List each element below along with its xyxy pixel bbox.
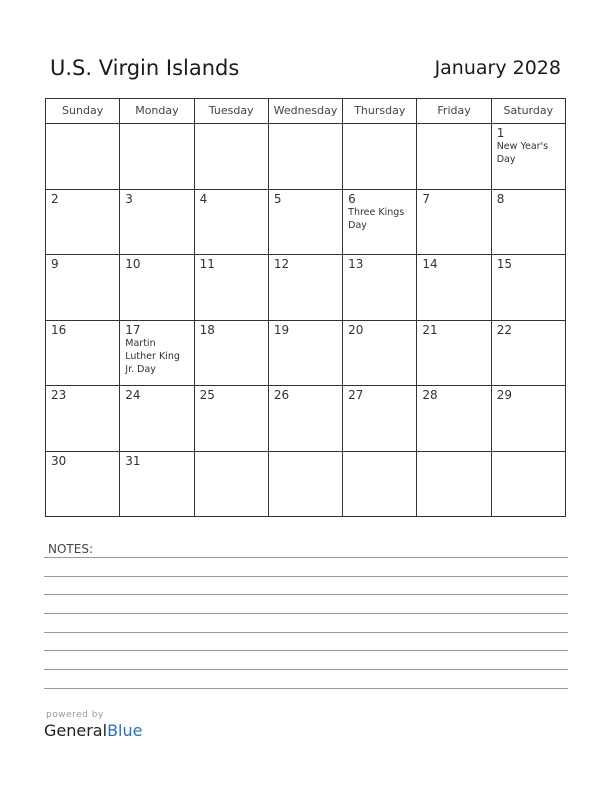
day-number: 7 — [422, 191, 431, 206]
day-cell — [120, 321, 194, 387]
day-cell — [417, 386, 491, 452]
day-number: 22 — [496, 322, 512, 337]
brand-name-part1: General — [44, 721, 108, 740]
holiday-label: Martin Luther King Jr. Day — [125, 337, 180, 375]
day-cell — [343, 255, 417, 321]
day-number: 25 — [199, 388, 215, 402]
weekday-label: Saturday — [492, 99, 566, 124]
weekday-header-row — [46, 99, 566, 124]
holiday-label: New Year's Day — [496, 141, 549, 165]
month-title: January 2028 — [434, 57, 561, 79]
day-cell — [46, 386, 120, 452]
day-number: 14 — [422, 257, 438, 271]
day-cell — [195, 190, 269, 256]
day-cell — [492, 321, 566, 387]
day-number: 13 — [348, 257, 364, 271]
day-cell — [269, 190, 343, 256]
day-cell — [492, 452, 566, 518]
day-cell — [120, 386, 194, 452]
day-cell — [195, 386, 269, 452]
day-number: 8 — [496, 191, 505, 206]
day-cell — [46, 255, 120, 321]
note-line — [44, 669, 568, 670]
day-cell — [492, 190, 566, 256]
day-number: 3 — [125, 191, 133, 206]
day-cell — [269, 124, 343, 190]
day-cell — [343, 124, 417, 190]
day-number: 27 — [348, 388, 364, 402]
day-number: 15 — [496, 257, 512, 271]
brand-logo — [44, 721, 142, 740]
notes-label: NOTES: — [48, 542, 93, 556]
day-number: 23 — [51, 388, 67, 402]
day-cell — [46, 190, 120, 256]
note-line — [44, 613, 568, 614]
day-number: 26 — [273, 388, 290, 402]
day-number: 9 — [51, 257, 59, 271]
note-line — [44, 576, 568, 577]
day-cell — [195, 452, 269, 518]
day-number: 6 — [348, 191, 356, 206]
day-number: 10 — [125, 257, 141, 271]
day-cell — [417, 190, 491, 256]
day-cell — [46, 452, 120, 518]
weekday-label: Friday — [417, 99, 491, 124]
day-number: 11 — [199, 257, 215, 271]
calendar-days — [46, 124, 566, 517]
day-cell — [492, 255, 566, 321]
country-title: U.S. Virgin Islands — [50, 56, 240, 80]
day-cell — [195, 255, 269, 321]
day-number: 1 — [496, 126, 505, 140]
day-number: 19 — [273, 322, 290, 337]
day-cell — [195, 124, 269, 190]
note-line — [44, 594, 568, 595]
note-line — [44, 688, 568, 689]
day-number: 12 — [273, 257, 290, 271]
day-number: 5 — [273, 191, 282, 206]
day-cell — [46, 321, 120, 387]
day-number: 29 — [496, 388, 512, 402]
day-cell — [343, 386, 417, 452]
day-number: 2 — [51, 191, 59, 206]
day-number: 30 — [51, 453, 67, 468]
day-cell — [46, 124, 120, 190]
note-line — [44, 650, 568, 651]
day-cell — [343, 190, 417, 256]
day-cell — [343, 452, 417, 518]
weekday-label: Tuesday — [195, 99, 269, 124]
day-cell — [417, 124, 491, 190]
day-cell — [417, 321, 491, 387]
note-line — [44, 557, 568, 558]
weekday-label: Monday — [120, 99, 194, 124]
day-number: 16 — [51, 322, 67, 337]
holiday-label: Three Kings Day — [348, 206, 405, 231]
day-number: 31 — [125, 453, 141, 468]
day-number: 18 — [199, 322, 215, 337]
day-number: 20 — [348, 322, 364, 337]
day-cell — [269, 255, 343, 321]
day-number: 24 — [125, 388, 141, 402]
day-cell — [417, 452, 491, 518]
day-cell — [269, 386, 343, 452]
day-number: 17 — [125, 322, 141, 337]
brand-name-part2: Blue — [107, 721, 143, 740]
day-cell — [120, 190, 194, 256]
weekday-label: Sunday — [46, 99, 120, 124]
day-cell — [120, 255, 194, 321]
day-cell — [492, 386, 566, 452]
weekday-label: Thursday — [343, 99, 417, 124]
day-cell — [269, 321, 343, 387]
calendar-grid — [45, 98, 566, 517]
day-cell — [269, 452, 343, 518]
day-number: 4 — [199, 191, 208, 206]
day-cell — [120, 124, 194, 190]
day-cell — [343, 321, 417, 387]
powered-by-text: powered by — [46, 710, 104, 720]
day-number: 28 — [422, 388, 438, 402]
day-cell — [417, 255, 491, 321]
weekday-label: Wednesday — [269, 99, 343, 124]
day-cell — [120, 452, 194, 518]
day-number: 21 — [422, 322, 438, 337]
note-line — [44, 632, 568, 633]
day-cell — [195, 321, 269, 387]
day-cell — [492, 124, 566, 190]
